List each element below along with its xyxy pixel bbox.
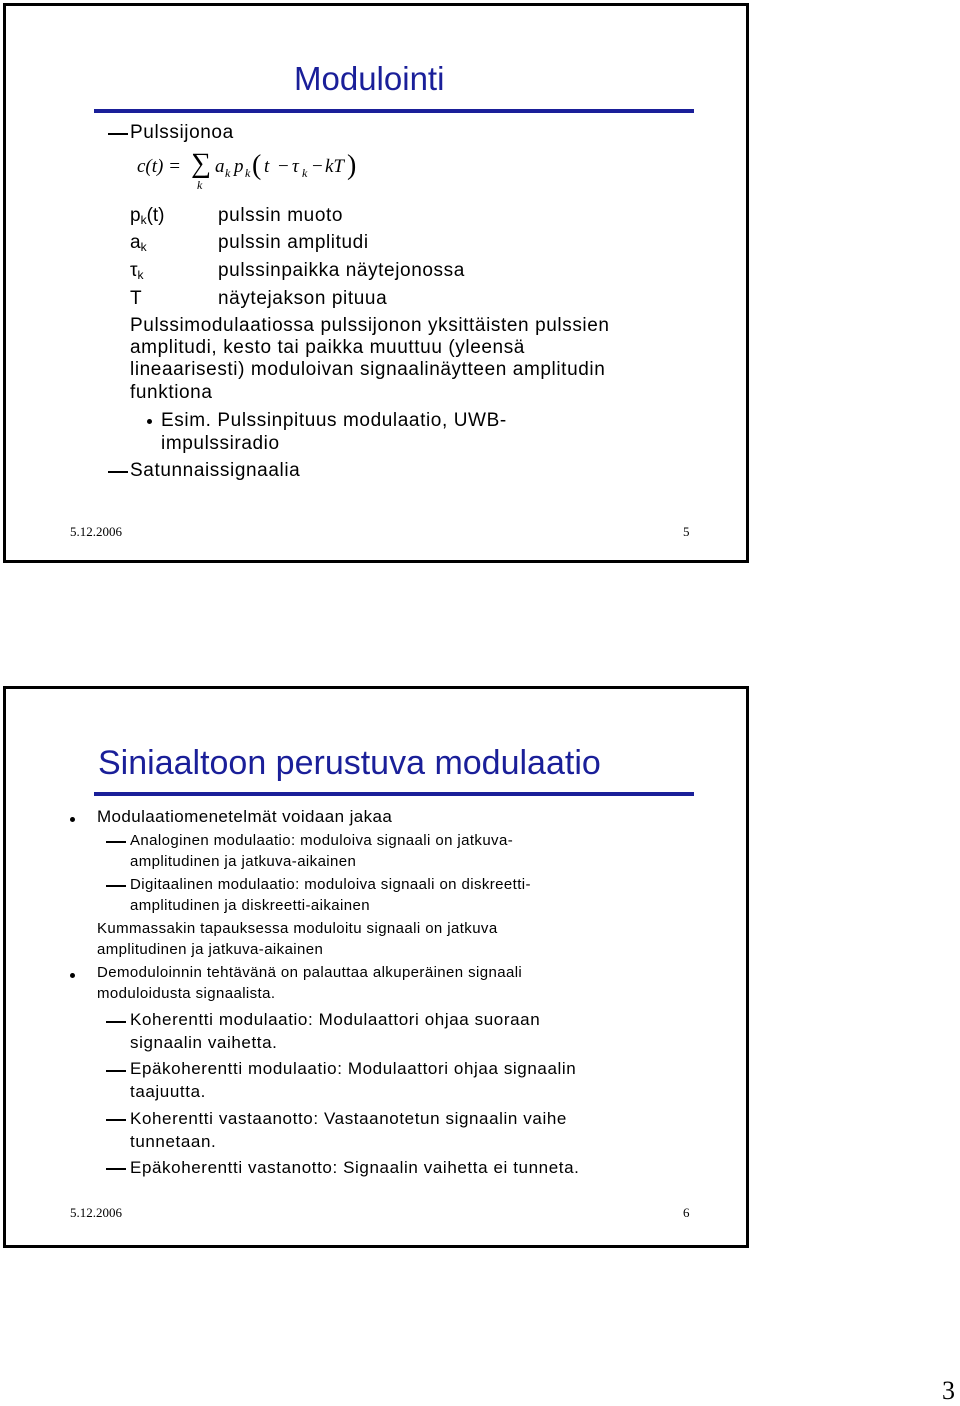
- bullet-pulssijonoa: Pulssijonoa: [130, 122, 234, 143]
- dash-item-epakoherentti-modulaatio: Epäkoherentti modulaatio: Modulaattori ohjaa signaalin: [130, 1059, 577, 1078]
- symbol-tauk-desc: pulssinpaikka näytejonossa: [218, 260, 465, 281]
- slide-title: Siniaaltoon perustuva modulaatio: [98, 744, 601, 782]
- bullet-satunnaissignaalia: Satunnaissignaalia: [130, 460, 301, 481]
- symbol-ak: $a_k$: [130, 232, 147, 254]
- dash-item-epakoherentti-vastanotto: Epäkoherentti vastanotto: Signaalin vaihetta ei tunneta.: [130, 1158, 580, 1177]
- dash-marker: [108, 471, 128, 473]
- symbol-pk: $p_k(t)$: [130, 205, 165, 227]
- bullet-dot: [70, 817, 75, 822]
- slide-5: [3, 3, 749, 563]
- example-line: impulssiradio: [161, 433, 280, 454]
- dash-marker: [106, 1168, 126, 1170]
- footer-slide-number: 6: [683, 1205, 690, 1220]
- dash-marker: [106, 885, 126, 887]
- kummassakin-text: amplitudinen ja jatkuva-aikainen: [97, 941, 324, 958]
- dash-item-koherentti-modulaatio: signaalin vaihetta.: [130, 1033, 278, 1052]
- bullet-modulaatiomenetelmat: Modulaatiomenetelmät voidaan jakaa: [97, 807, 393, 826]
- bullet-demoduloinnin: Demoduloinnin tehtävänä on palauttaa alkuperäinen signaali: [97, 964, 523, 981]
- footer-date: 5.12.2006: [70, 1205, 122, 1220]
- dash-marker: [108, 133, 128, 135]
- sub-digitaalinen: amplitudinen ja diskreetti-aikainen: [130, 897, 370, 914]
- example-line: Esim. Pulssinpituus modulaatio, UWB-: [161, 410, 507, 431]
- dash-item-epakoherentti-modulaatio: taajuutta.: [130, 1082, 206, 1101]
- sub-analoginen: Analoginen modulaatio: moduloiva signaali on jatkuva-: [130, 832, 514, 849]
- page-number: 3: [942, 1376, 955, 1405]
- sub-digitaalinen: Digitaalinen modulaatio: moduloiva signaali on diskreetti-: [130, 876, 531, 893]
- bullet-demoduloinnin: moduloidusta signaalista.: [97, 985, 276, 1002]
- dash-marker: [106, 1021, 126, 1023]
- footer-slide-number: 5: [683, 524, 690, 539]
- symbol-T-desc: näytejakson pituua: [218, 288, 388, 309]
- symbol-T: T: [130, 288, 142, 309]
- footer-date: 5.12.2006: [70, 524, 122, 539]
- slide-title: Modulointi: [294, 60, 445, 97]
- paragraph-line: funktiona: [130, 382, 213, 403]
- dash-marker: [106, 1119, 126, 1121]
- paragraph-line: Pulssimodulaatiossa pulssijonon yksittäisten pulssien: [130, 315, 610, 336]
- pulse-train-formula: c(t) = ∑ k a k p k ( t − τ k − kT ): [137, 148, 357, 192]
- symbol-ak-desc: pulssin amplitudi: [218, 232, 369, 253]
- title-rule: [94, 109, 694, 113]
- sub-analoginen: amplitudinen ja jatkuva-aikainen: [130, 853, 357, 870]
- symbol-pk-desc: pulssin muoto: [218, 205, 344, 226]
- bullet-dot: [147, 419, 152, 424]
- dash-marker: [106, 1070, 126, 1072]
- kummassakin-text: Kummassakin tapauksessa moduloitu signaali on jatkuva: [97, 920, 498, 937]
- dash-item-koherentti-modulaatio: Koherentti modulaatio: Modulaattori ohjaa suoraan: [130, 1010, 541, 1029]
- title-rule: [94, 792, 694, 796]
- bullet-dot: [70, 973, 75, 978]
- symbol-tauk: $\tau_k$: [130, 260, 144, 282]
- paragraph-line: amplitudi, kesto tai paikka muuttuu (yleensä: [130, 337, 525, 358]
- slide-6: [3, 686, 749, 1248]
- dash-marker: [106, 841, 126, 843]
- dash-item-koherentti-vastaanotto: tunnetaan.: [130, 1132, 217, 1151]
- paragraph-line: lineaarisesti) moduloivan signaalinäytteen amplitudin: [130, 359, 606, 380]
- dash-item-koherentti-vastaanotto: Koherentti vastaanotto: Vastaanotetun signaalin vaihe: [130, 1109, 567, 1128]
